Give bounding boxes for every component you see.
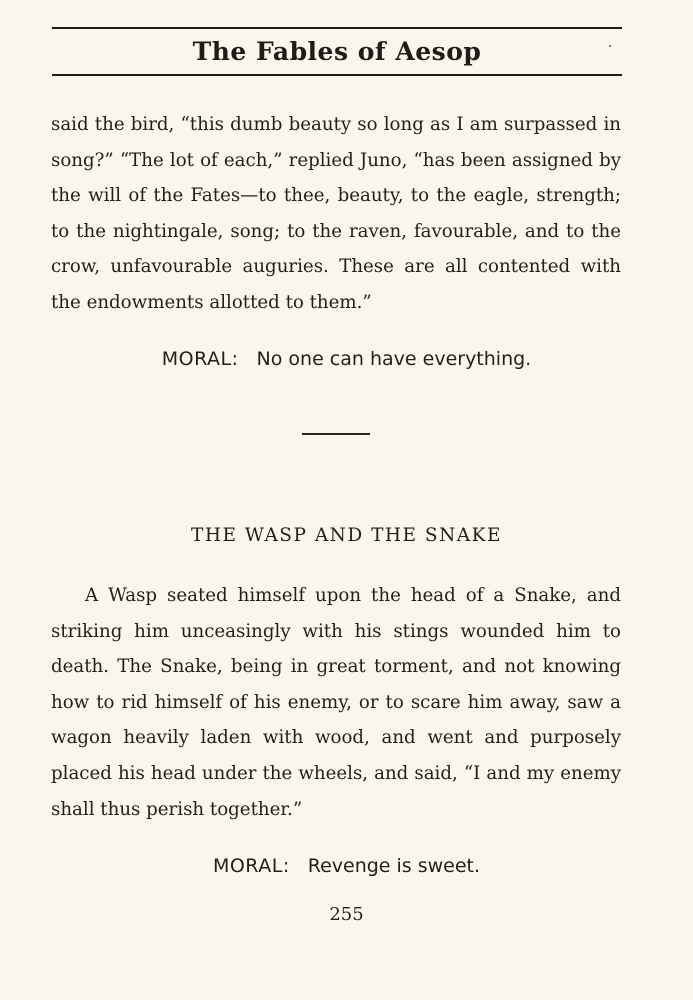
ink-speck — [609, 45, 611, 47]
paragraph-continuation: said the bird, “this dumb beauty so long as I am surpassed in song?” “The lot of each,” replied Juno, “has been assigned by the will of the Fates—to thee, beauty, to the eagle, strength; to the nightingale, song; to the raven, favourable, and to the crow, unfavourable auguries. These are all contented with the endowments allotted to them.” — [51, 114, 621, 313]
moral-text: Revenge is sweet. — [307, 855, 481, 877]
moral-line — [0, 855, 693, 877]
running-head: The Fables of Aesop — [192, 37, 482, 66]
page-number: 255 — [329, 904, 364, 925]
moral-text: No one can have everything. — [256, 348, 532, 370]
fable-title: THE WASP AND THE SNAKE — [191, 525, 502, 546]
header-rule-bottom — [52, 74, 622, 76]
moral-label: MORAL: — [212, 855, 290, 877]
moral-label: MORAL: — [161, 348, 239, 370]
moral-line — [0, 348, 693, 370]
fable-paragraph: A Wasp seated himself upon the head of a Snake, and striking him unceasingly with his stings wounded him to death. The Snake, being in great torment, and not knowing how to rid himself of his enemy, or to scare him away, saw a wagon heavily laden with wood, and went and purposely placed his head under the wheels, and said, “I and my enemy shall thus perish together.” — [51, 585, 621, 820]
section-divider — [302, 433, 370, 435]
header-rule-top — [52, 27, 622, 29]
